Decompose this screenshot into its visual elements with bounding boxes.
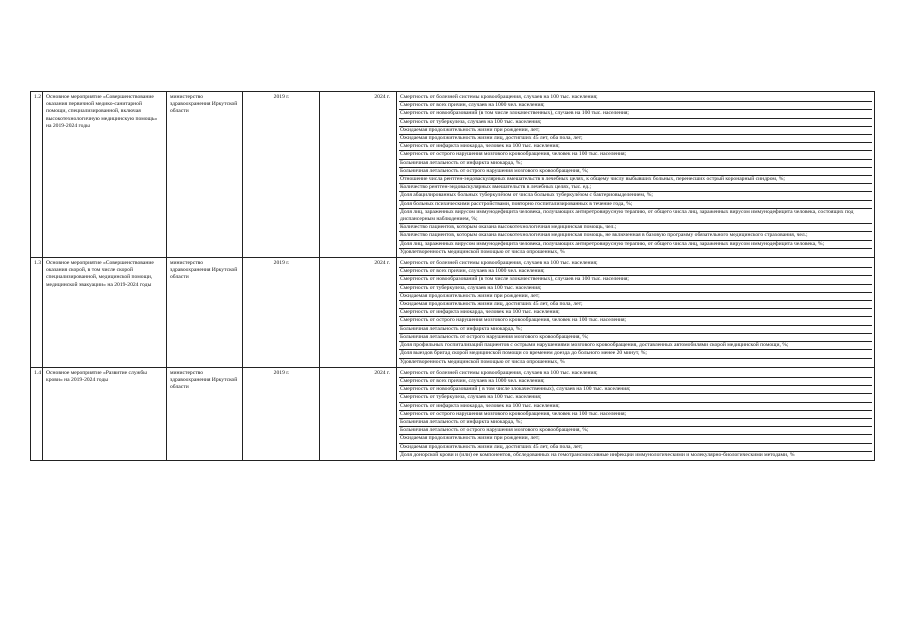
indicator-item: Смертность от болезней системы кровообращения, случаев на 100 тыс. населения; — [399, 370, 872, 378]
indicator-item: Доля лиц, зараженных вирусом иммунодефицита человека, получающих антиретровирусную терапию, от общего числа лиц, зараженных вирусом иммунодефицита человека, состоящих под диспансерным наблюдением, %; — [399, 209, 872, 224]
indicator-item: Смертность от болезней системы кровообращения, случаев на 100 тыс. населения; — [399, 94, 872, 102]
indicator-item: Ожидаемая продолжительность жизни при рождении, лет; — [399, 293, 872, 301]
measure-row — [31, 258, 875, 368]
end-year: 2024 г. — [320, 92, 397, 258]
indicator-item: Больничная летальность от инфаркта миокарда, %; — [399, 419, 872, 427]
indicator-item: Смертность от всех причин, случаев на 1000 чел. населения; — [399, 268, 872, 276]
indicator-item: Количество рентген-эндоваскулярных вмешательств в лечебных целях, тыс. ед.; — [399, 184, 872, 192]
measure-number: 1.2 — [31, 92, 43, 258]
start-year: 2019 г. — [243, 367, 320, 460]
measures-table — [30, 91, 875, 461]
indicator-item: Смертность от туберкулеза, случаев на 100 тыс. населения; — [399, 285, 872, 293]
indicator-cell — [397, 92, 875, 258]
indicator-item: Смертность от новообразований (в том числе злокачественных), случаев на 100 тыс. населения; — [399, 276, 872, 284]
indicator-item: Доля абацилированных больных туберкулёзом от числа больных туберкулёзом с бактериовыделением, %; — [399, 192, 872, 200]
indicator-item: Количество пациентов, которым оказана высокотехнологичная медицинская помощь, не включенная в базовую программу обязательного медицинского страхования, чел.; — [399, 232, 872, 240]
indicator-item: Смертность от всех причин, случаев на 1000 чел. населения; — [399, 102, 872, 110]
indicator-item: Ожидаемая продолжительность жизни при рождении, лет; — [399, 127, 872, 135]
indicator-item: Доля больных психическими расстройствами, повторно госпитализированных в течение года, %; — [399, 201, 872, 209]
responsible-executor: министерство здравоохранения Иркутской области — [167, 367, 243, 460]
indicator-item: Смертность от туберкулеза, случаев на 100 тыс. населения; — [399, 119, 872, 127]
indicator-item: Ожидаемая продолжительность жизни лиц, достигших 45 лет, оба пола, лет; — [399, 444, 872, 452]
indicator-item: Больничная летальность от инфаркта миокарда, %; — [399, 326, 872, 334]
indicator-item: Ожидаемая продолжительность жизни лиц, достигших 45 лет, оба пола, лет; — [399, 135, 872, 143]
start-year: 2019 г. — [243, 258, 320, 368]
indicator-item: Больничная летальность от острого нарушения мозгового кровообращения, %; — [399, 168, 872, 176]
indicator-item: Больничная летальность от инфаркта миокарда, %; — [399, 160, 872, 168]
indicator-item: Смертность от новообразований (в том числе злокачественных), случаев на 100 тыс. населения; — [399, 110, 872, 118]
measure-title: Основное мероприятие «Совершенствование оказания скорой, в том числе скорой специализированной, медицинской помощи, медицинской эвакуации» на 2019-2024 годы — [43, 258, 167, 368]
indicator-item: Смертность от всех причин, случаев на 1000 чел. населения; — [399, 378, 872, 386]
measure-number: 1.3 — [31, 258, 43, 368]
indicator-item: Смертность от новообразований ( в том числе злокачественных), случаев на 100 тыс. населения; — [399, 386, 872, 394]
indicator-item: Смертность от острого нарушения мозгового кровообращения, человек на 100 тыс. населения; — [399, 151, 872, 159]
indicator-item: Смертность от болезней системы кровообращения, случаев на 100 тыс. населения; — [399, 260, 872, 268]
indicator-item: Ожидаемая продолжительность жизни лиц, достигших 45 лет, оба пола, лет; — [399, 301, 872, 309]
indicator-item: Доля лиц, зараженных вирусом иммунодефицита человека, получающих антиретровирусную терапию, от общего числа лиц, зараженных вирусом иммунодефицита человека, %; — [399, 241, 872, 249]
indicator-item: Удовлетворенность медицинской помощью от числа опрошенных, % — [400, 248, 565, 255]
measure-number: 1.4 — [31, 367, 43, 460]
indicator-list — [399, 94, 872, 256]
indicator-item: Доля донорской крови и (или) ее компонентов, обследованных на гемотрансмиссивные инфекции иммунологическими и молекулярно-биологическими методами, % — [400, 451, 795, 458]
measures-table-body — [31, 92, 875, 461]
indicator-list — [399, 370, 872, 459]
indicator-item: Больничная летальность от острого нарушения мозгового кровообращения, %; — [399, 427, 872, 435]
indicator-cell — [397, 258, 875, 368]
indicator-item: Количество пациентов, которым оказана высокотехнологичная медицинская помощь, чел.; — [399, 224, 872, 232]
indicator-item: Смертность от острого нарушения мозгового кровообращения, человек на 100 тыс. населения; — [399, 411, 872, 419]
measure-title: Основное мероприятие «Совершенствование оказания первичной медико-санитарной помощи, специализированной, включая высокотехнологичную медицинскую помощь» на 2019-2024 годы — [43, 92, 167, 258]
indicator-item: Доля выездов бригад скорой медицинской помощи со временем доезда до больного менее 20 минут, %; — [399, 350, 872, 358]
responsible-executor: министерство здравоохранения Иркутской области — [167, 258, 243, 368]
indicator-item: Отношение числа рентген-эндоваскулярных вмешательств в лечебных целях, к общему числу выбывших больных, перенесших острый коронарный синдром, %; — [399, 176, 872, 184]
indicator-item: Доля профильных госпитализаций пациентов с острыми нарушениями мозгового кровообращения, доставленных автомобилями скорой медицинской помощи, %; — [399, 342, 872, 350]
measure-row — [31, 92, 875, 258]
indicator-item: Смертность от инфаркта миокарда, человек на 100 тыс. населения; — [399, 403, 872, 411]
indicator-item: Смертность от туберкулеза, случаев на 100 тыс. населения; — [399, 394, 872, 402]
responsible-executor: министерство здравоохранения Иркутской области — [167, 92, 243, 258]
indicator-item: Смертность от инфаркта миокарда, человек на 100 тыс. населения; — [399, 143, 872, 151]
measure-row — [31, 367, 875, 460]
measure-title: Основное мероприятие «Развитие службы крови» на 2019-2024 годы — [43, 367, 167, 460]
end-year: 2024 г. — [320, 367, 397, 460]
indicator-item: Больничная летальность от острого нарушения мозгового кровообращения, %; — [399, 334, 872, 342]
indicator-cell — [397, 367, 875, 460]
indicator-item: Удовлетворенность медицинской помощью от числа опрошенных, % — [400, 358, 565, 365]
indicator-item: Смертность от инфаркта миокарда, человек на 100 тыс. населения; — [399, 309, 872, 317]
indicator-item: Ожидаемая продолжительность жизни при рождении, лет; — [399, 435, 872, 443]
indicator-item: Смертность от острого нарушения мозгового кровообращения, человек на 100 тыс. населения; — [399, 317, 872, 325]
start-year: 2019 г. — [243, 92, 320, 258]
end-year: 2024 г. — [320, 258, 397, 368]
indicator-list — [399, 260, 872, 366]
